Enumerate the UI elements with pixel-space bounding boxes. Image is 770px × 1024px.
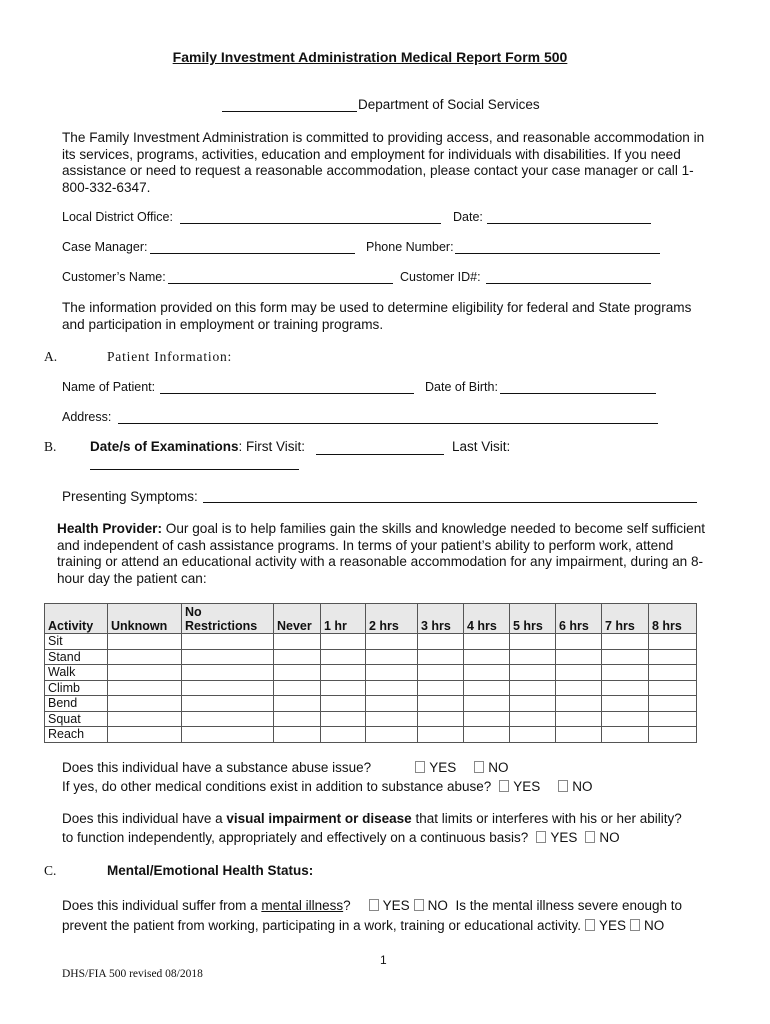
severity-yes-checkbox[interactable] bbox=[585, 919, 595, 931]
activity-cell[interactable] bbox=[108, 727, 182, 743]
activity-cell[interactable] bbox=[274, 727, 321, 743]
severity-no-checkbox[interactable] bbox=[630, 919, 640, 931]
eligibility-paragraph: The information provided on this form may be used to determine eligibility for federal and State programs and participation in employment or training programs. bbox=[62, 300, 692, 332]
activity-cell[interactable] bbox=[649, 680, 697, 696]
activity-cell[interactable] bbox=[366, 634, 418, 650]
activity-cell[interactable] bbox=[366, 665, 418, 681]
column-header: 2 hrs bbox=[366, 604, 418, 634]
form-title: Family Investment Administration Medical Report Form 500 bbox=[172, 49, 568, 65]
activity-cell[interactable] bbox=[602, 711, 649, 727]
activity-cell[interactable] bbox=[108, 634, 182, 650]
department-label: Department of Social Services bbox=[358, 97, 540, 112]
table-row bbox=[45, 680, 697, 696]
footer-revision: DHS/FIA 500 revised 08/2018 bbox=[62, 968, 203, 980]
phone-field[interactable] bbox=[455, 253, 660, 254]
visual-no-checkbox[interactable] bbox=[585, 831, 595, 843]
activity-cell[interactable] bbox=[556, 696, 602, 712]
activity-cell[interactable] bbox=[108, 711, 182, 727]
activity-cell[interactable] bbox=[649, 634, 697, 650]
section-b-letter: B. bbox=[44, 439, 57, 454]
severity-text: prevent the patient from working, participating in a work, training or educational activity. bbox=[62, 918, 582, 933]
column-header: 7 hrs bbox=[602, 604, 649, 634]
substance-question-text: Does this individual have a substance abuse issue? bbox=[62, 760, 372, 775]
section-b-title: Date/s of Examinations bbox=[90, 439, 239, 454]
activity-cell[interactable] bbox=[464, 711, 510, 727]
table-row bbox=[45, 711, 697, 727]
activity-cell[interactable] bbox=[556, 665, 602, 681]
activity-cell[interactable] bbox=[182, 727, 274, 743]
no-label: NO bbox=[427, 898, 448, 913]
activity-cell[interactable] bbox=[556, 727, 602, 743]
activity-cell[interactable] bbox=[602, 696, 649, 712]
no-label: NO bbox=[644, 918, 665, 933]
health-provider-label: Health Provider: bbox=[57, 521, 162, 536]
activity-cell[interactable] bbox=[274, 649, 321, 665]
table-row bbox=[45, 634, 697, 650]
activity-name: Stand bbox=[45, 649, 108, 665]
activity-cell[interactable] bbox=[321, 696, 366, 712]
column-header: 1 hr bbox=[321, 604, 366, 634]
activity-name: Walk bbox=[45, 665, 108, 681]
first-visit-label: : First Visit: bbox=[238, 439, 306, 454]
column-header: No Restrictions bbox=[182, 604, 274, 634]
activity-cell[interactable] bbox=[182, 634, 274, 650]
visual-question bbox=[62, 811, 682, 826]
activity-cell[interactable] bbox=[602, 665, 649, 681]
table-row bbox=[45, 696, 697, 712]
activity-cell[interactable] bbox=[602, 649, 649, 665]
patient-name-field[interactable] bbox=[160, 393, 414, 394]
other-conditions-text: If yes, do other medical conditions exist in addition to substance abuse? bbox=[62, 779, 492, 794]
activity-cell[interactable] bbox=[510, 711, 556, 727]
phone-label: Phone Number: bbox=[366, 240, 454, 254]
activity-name: Reach bbox=[45, 727, 108, 743]
activity-cell[interactable] bbox=[418, 665, 464, 681]
dob-label: Date of Birth: bbox=[425, 380, 498, 394]
activity-cell[interactable] bbox=[510, 634, 556, 650]
table-row bbox=[45, 665, 697, 681]
activity-cell[interactable] bbox=[274, 665, 321, 681]
activity-cell[interactable] bbox=[321, 727, 366, 743]
table-row bbox=[45, 649, 697, 665]
activity-cell[interactable] bbox=[510, 680, 556, 696]
mental-text: Does this individual suffer from a bbox=[62, 898, 262, 913]
mental-yes-checkbox[interactable] bbox=[369, 899, 379, 911]
visual-text: Does this individual have a bbox=[62, 811, 227, 826]
visual-text-2: that limits or interferes with his or her ability? bbox=[411, 811, 682, 826]
health-provider-text: Our goal is to help families gain the skills and knowledge needed to become self sufficient and independent of cash assistance programs. In terms of your patient’s ability to perform work, attend training or attend an educational activity with a reasonable accommodation for any impairment, during an 8-hour day the patient can: bbox=[57, 521, 706, 586]
activity-cell[interactable] bbox=[602, 727, 649, 743]
substance-yes-checkbox[interactable] bbox=[415, 761, 425, 773]
mental-no-checkbox[interactable] bbox=[414, 899, 424, 911]
severity-question-line2 bbox=[62, 918, 664, 933]
activity-cell[interactable] bbox=[321, 649, 366, 665]
visual-bold: visual impairment or disease bbox=[226, 811, 412, 826]
activity-cell[interactable] bbox=[602, 680, 649, 696]
activity-cell[interactable] bbox=[108, 649, 182, 665]
yes-label: YES bbox=[599, 918, 627, 933]
activity-cell[interactable] bbox=[418, 727, 464, 743]
column-header: 5 hrs bbox=[510, 604, 556, 634]
column-header: Never bbox=[274, 604, 321, 634]
activity-cell[interactable] bbox=[418, 649, 464, 665]
activity-cell[interactable] bbox=[510, 665, 556, 681]
column-header: 3 hrs bbox=[418, 604, 464, 634]
activity-cell[interactable] bbox=[464, 649, 510, 665]
activity-cell[interactable] bbox=[321, 680, 366, 696]
substance-question bbox=[62, 760, 508, 775]
activity-cell[interactable] bbox=[366, 696, 418, 712]
visual-text-3: to function independently, appropriately and effectively on a continuous basis? bbox=[62, 830, 529, 845]
local-district-label: Local District Office: bbox=[62, 210, 173, 224]
activity-cell[interactable] bbox=[366, 711, 418, 727]
mental-illness-question bbox=[62, 898, 682, 913]
customer-name-label: Customer’s Name: bbox=[62, 270, 166, 284]
column-header: 8 hrs bbox=[649, 604, 697, 634]
column-header: Unknown bbox=[108, 604, 182, 634]
yes-label: YES bbox=[550, 830, 578, 845]
column-header: 6 hrs bbox=[556, 604, 602, 634]
no-label: NO bbox=[572, 779, 593, 794]
activity-cell[interactable] bbox=[274, 711, 321, 727]
yes-label: YES bbox=[382, 898, 410, 913]
substance-no-checkbox[interactable] bbox=[474, 761, 484, 773]
dob-field[interactable] bbox=[500, 393, 656, 394]
last-visit-label: Last Visit: bbox=[452, 439, 511, 454]
activity-name: Bend bbox=[45, 696, 108, 712]
activity-cell[interactable] bbox=[464, 727, 510, 743]
activity-cell[interactable] bbox=[418, 696, 464, 712]
activity-cell[interactable] bbox=[182, 711, 274, 727]
last-visit-field[interactable] bbox=[90, 469, 299, 470]
activity-cell[interactable] bbox=[182, 696, 274, 712]
column-header: 4 hrs bbox=[464, 604, 510, 634]
activity-name: Squat bbox=[45, 711, 108, 727]
activity-cell[interactable] bbox=[108, 680, 182, 696]
yes-label: YES bbox=[429, 760, 457, 775]
activity-table bbox=[44, 603, 697, 743]
activity-cell[interactable] bbox=[182, 680, 274, 696]
activity-cell[interactable] bbox=[366, 649, 418, 665]
first-visit-field[interactable] bbox=[316, 454, 444, 455]
activity-cell[interactable] bbox=[556, 634, 602, 650]
activity-cell[interactable] bbox=[274, 680, 321, 696]
activity-cell[interactable] bbox=[366, 680, 418, 696]
activity-cell[interactable] bbox=[649, 665, 697, 681]
activity-cell[interactable] bbox=[274, 696, 321, 712]
other-no-checkbox[interactable] bbox=[558, 780, 568, 792]
activity-cell[interactable] bbox=[510, 649, 556, 665]
activity-cell[interactable] bbox=[321, 665, 366, 681]
activity-cell[interactable] bbox=[321, 634, 366, 650]
other-yes-checkbox[interactable] bbox=[499, 780, 509, 792]
no-label: NO bbox=[599, 830, 620, 845]
case-manager-label: Case Manager: bbox=[62, 240, 148, 254]
activity-cell[interactable] bbox=[418, 634, 464, 650]
address-label: Address: bbox=[62, 410, 112, 424]
visual-question-line2 bbox=[62, 830, 620, 845]
activity-cell[interactable] bbox=[602, 634, 649, 650]
activity-cell[interactable] bbox=[321, 711, 366, 727]
activity-cell[interactable] bbox=[464, 696, 510, 712]
severity-question: Is the mental illness severe enough to bbox=[455, 898, 683, 913]
table-row bbox=[45, 727, 697, 743]
page-number: 1 bbox=[380, 953, 387, 967]
activity-cell[interactable] bbox=[510, 727, 556, 743]
activity-cell[interactable] bbox=[464, 634, 510, 650]
activity-cell[interactable] bbox=[649, 711, 697, 727]
patient-name-label: Name of Patient: bbox=[62, 380, 156, 394]
activity-cell[interactable] bbox=[464, 680, 510, 696]
activity-cell[interactable] bbox=[556, 680, 602, 696]
visual-yes-checkbox[interactable] bbox=[536, 831, 546, 843]
activity-cell[interactable] bbox=[464, 665, 510, 681]
section-c-letter: C. bbox=[44, 863, 57, 878]
mental-illness-underlined: mental illness bbox=[261, 898, 344, 913]
department-name-field[interactable] bbox=[222, 111, 357, 112]
activity-cell[interactable] bbox=[274, 634, 321, 650]
other-conditions-question bbox=[62, 779, 593, 794]
activity-cell[interactable] bbox=[649, 696, 697, 712]
yes-label: YES bbox=[513, 779, 541, 794]
activity-name: Climb bbox=[45, 680, 108, 696]
mental-text-q: ? bbox=[343, 898, 351, 913]
date-label: Date: bbox=[453, 210, 483, 224]
activity-cell[interactable] bbox=[556, 649, 602, 665]
local-district-field[interactable] bbox=[180, 223, 441, 224]
activity-name: Sit bbox=[45, 634, 108, 650]
activity-cell[interactable] bbox=[108, 665, 182, 681]
column-header: Activity bbox=[45, 604, 108, 634]
customer-id-label: Customer ID#: bbox=[400, 270, 481, 284]
symptoms-label: Presenting Symptoms: bbox=[62, 489, 198, 504]
section-a-letter: A. bbox=[44, 349, 58, 364]
activity-cell[interactable] bbox=[510, 696, 556, 712]
intro-paragraph: The Family Investment Administration is committed to providing access, and reasonable accommodation in its services, programs, activities, education and employment for individuals with disabilities. If you need assistance or need to request a reasonable accommodation, please contact your case manager or call 1-800-332-6347. bbox=[62, 130, 705, 195]
customer-id-field[interactable] bbox=[486, 283, 651, 284]
date-field[interactable] bbox=[487, 223, 651, 224]
table-header-row bbox=[45, 604, 697, 634]
activity-cell[interactable] bbox=[182, 665, 274, 681]
case-manager-field[interactable] bbox=[150, 253, 355, 254]
health-provider-paragraph bbox=[57, 521, 717, 587]
address-field[interactable] bbox=[118, 423, 658, 424]
customer-name-field[interactable] bbox=[168, 283, 393, 284]
symptoms-field[interactable] bbox=[203, 502, 697, 503]
section-a-title: Patient Information: bbox=[107, 349, 233, 364]
activity-cell[interactable] bbox=[556, 711, 602, 727]
activity-cell[interactable] bbox=[418, 680, 464, 696]
activity-cell[interactable] bbox=[418, 711, 464, 727]
activity-cell[interactable] bbox=[649, 727, 697, 743]
activity-cell[interactable] bbox=[182, 649, 274, 665]
activity-cell[interactable] bbox=[649, 649, 697, 665]
activity-cell[interactable] bbox=[108, 696, 182, 712]
section-c-title: Mental/Emotional Health Status: bbox=[107, 863, 314, 878]
no-label: NO bbox=[488, 760, 509, 775]
activity-cell[interactable] bbox=[366, 727, 418, 743]
